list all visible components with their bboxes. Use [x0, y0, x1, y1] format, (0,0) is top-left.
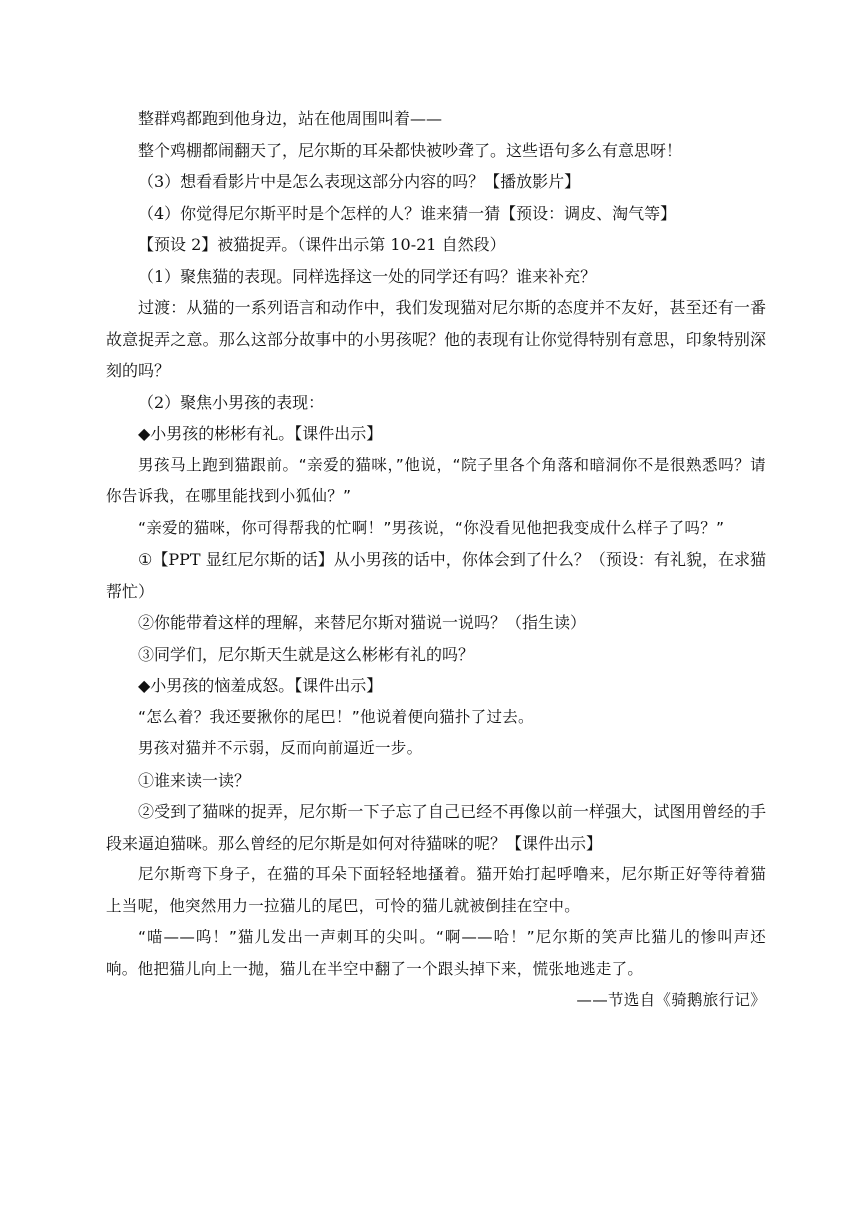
quoted-paragraph: 尼尔斯弯下身子，在猫的耳朵下面轻轻地搔着。猫开始打起呼噜来，尼尔斯正好等待着猫上当呢，他突然用力一拉猫儿的尾巴，可怜的猫儿就被倒挂在空中。 — [106, 865, 766, 915]
paragraph: ◆小男孩的彬彬有礼。【课件出示】 — [138, 424, 383, 443]
paragraph: ②你能带着这样的理解，来替尼尔斯对猫说一说吗？（指生读） — [138, 613, 587, 632]
paragraph: ①【PPT 显红尼尔斯的话】从小男孩的话中，你体会到了什么？（预设：有礼貌，在求猫帮忙） — [106, 550, 766, 601]
paragraph: 整个鸡棚都闹翻天了，尼尔斯的耳朵都快被吵聋了。这些语句多么有意思呀！ — [138, 140, 683, 160]
paragraph: 【预设 2】被猫捉弄。（课件出示第 10-21 自然段） — [138, 235, 506, 254]
paragraph: ③同学们，尼尔斯天生就是这么彬彬有礼的吗？ — [138, 644, 475, 664]
paragraph: （3）想看看影片中是怎么表现这部分内容的吗？【播放影片】 — [138, 172, 581, 191]
quoted-paragraph: “怎么着？我还要揪你的尾巴！”他说着便向猫扑了过去。 — [138, 707, 534, 726]
paragraph: （4）你觉得尼尔斯平时是个怎样的人？谁来猜一猜【预设：调皮、淘气等】 — [138, 203, 677, 223]
document-body — [106, 103, 766, 1017]
paragraph: ②受到了猫咪的捉弄，尼尔斯一下子忘了自己已经不再像以前一样强大，试图用曾经的手段来逼迫猫咪。那么曾经的尼尔斯是如何对待猫咪的呢？【课件出示】 — [106, 802, 766, 853]
quoted-paragraph: “亲爱的猫咪，你可得帮我的忙啊！”男孩说，“你没看见他把我变成什么样子了吗？” — [138, 518, 725, 537]
quoted-paragraph: “喵——呜！”猫儿发出一声刺耳的尖叫。“啊——哈！”尼尔斯的笑声比猫儿的惨叫声还响。他把猫儿向上一抛，猫儿在半空中翻了一个跟头掉下来，慌张地逃走了。 — [106, 928, 766, 978]
quoted-paragraph: 男孩马上跑到猫跟前。“亲爱的猫咪，”他说，“院子里各个角落和暗洞你不是很熟悉吗？请你告诉我，在哪里能找到小狐仙？” — [106, 455, 766, 505]
paragraph: （2）聚焦小男孩的表现： — [138, 392, 325, 412]
paragraph: 过渡：从猫的一系列语言和动作中，我们发现猫对尼尔斯的态度并不友好，甚至还有一番故意捉弄之意。那么这部分故事中的小男孩呢？他的表现有让你觉得特别有意思，印象特别深刻的吗？ — [106, 298, 766, 380]
quoted-paragraph: 男孩对猫并不示弱，反而向前逼近一步。 — [138, 739, 423, 757]
source-citation: ——节选自《骑鹅旅行记》 — [576, 991, 766, 1009]
paragraph: ①谁来读一读？ — [138, 770, 251, 790]
paragraph: 整群鸡都跑到他身边，站在他周围叫着—— — [138, 109, 443, 128]
paragraph: （1）聚焦猫的表现。同样选择这一处的同学还有吗？谁来补充？ — [138, 266, 597, 286]
paragraph: ◆小男孩的恼羞成怒。【课件出示】 — [138, 676, 383, 695]
